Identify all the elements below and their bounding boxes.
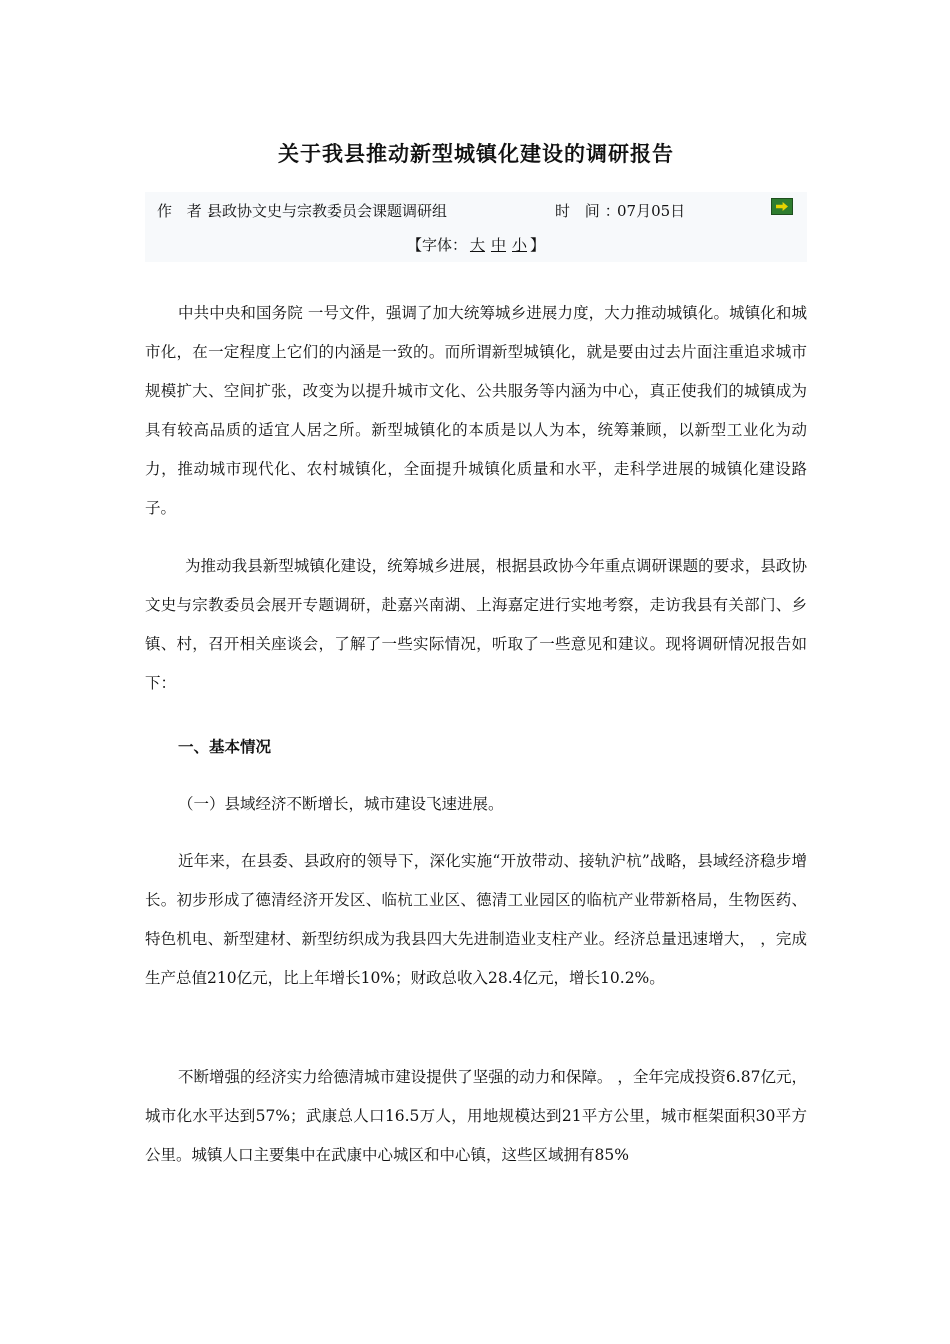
font-size-label: 【字体： (406, 236, 467, 254)
paragraph-construction: 不断增强的经济实力给德清城市建设提供了坚强的动力和保障。 ，全年完成投资6.87亿元，城市化水平达到57%；武康总人口16.5万人，用地规模达到21平方公里，城市框架面积30平方公里。城镇人口主要集中在武康中心城区和中心镇，这些区域拥有85% (145, 1068, 807, 1164)
meta-row (157, 200, 685, 221)
font-size-small-link[interactable]: 小 (512, 236, 528, 254)
font-size-selector (145, 234, 807, 255)
paragraph-economy: 近年来，在县委、县政府的领导下，深化实施“开放带动、接轨沪杭”战略，县域经济稳步增长。初步形成了德清经济开发区、临杭工业区、德清工业园区的临杭产业带新格局，生物医药、特色机电、新型建材、新型纺织成为我县四大先进制造业支柱产业。经济总量迅速增大， ，完成生产总值210亿元，比上年增长10%；财政总收入28.4亿元，增长10.2%。 (145, 852, 807, 987)
page-title: 关于我县推动新型城镇化建设的调研报告 (278, 141, 674, 167)
paragraph-purpose: 为推动我县新型城镇化建设，统筹城乡进展，根据县政协今年重点调研课题的要求，县政协文史与宗教委员会展开专题调研，赴嘉兴南湖、上海嘉定进行实地考察，走访我县有关部门、乡镇、村，召开相关座谈会，了解了一些实际情况，听取了一些意见和建议。现将调研情况报告如下： (145, 557, 807, 692)
font-size-large-link[interactable]: 大 (469, 236, 485, 254)
arrow-icon[interactable] (771, 198, 793, 215)
time-label: 时 间： (555, 202, 625, 220)
author-label: 作 者： (157, 202, 227, 220)
font-size-medium-link[interactable]: 中 (490, 236, 506, 254)
article-meta (145, 192, 807, 262)
section-heading: 一、基本情况 (178, 737, 272, 756)
date-value: 07月05日 (617, 202, 686, 220)
paragraph-intro: 中共中央和国务院 一号文件，强调了加大统筹城乡进展力度，大力推动城镇化。城镇化和城市化，在一定程度上它们的内涵是一致的。而所谓新型城镇化，就是要由过去片面注重追求城市规模扩大、空间扩张，改变为以提升城市文化、公共服务等内涵为中心，真正使我们的城镇成为具有较高品质的适宜人居之所。新型城镇化的本质是以人为本，统筹兼顾，以新型工业化为动力，推动城市现代化、农村城镇化，全面提升城镇化质量和水平，走科学进展的城镇化建设路子。 (145, 304, 807, 517)
subsection-heading: （一）县域经济不断增长，城市建设飞速进展。 (178, 795, 504, 813)
font-size-label-close: 】 (530, 236, 546, 254)
author-value: 县政协文史与宗教委员会课题调研组 (207, 202, 448, 220)
